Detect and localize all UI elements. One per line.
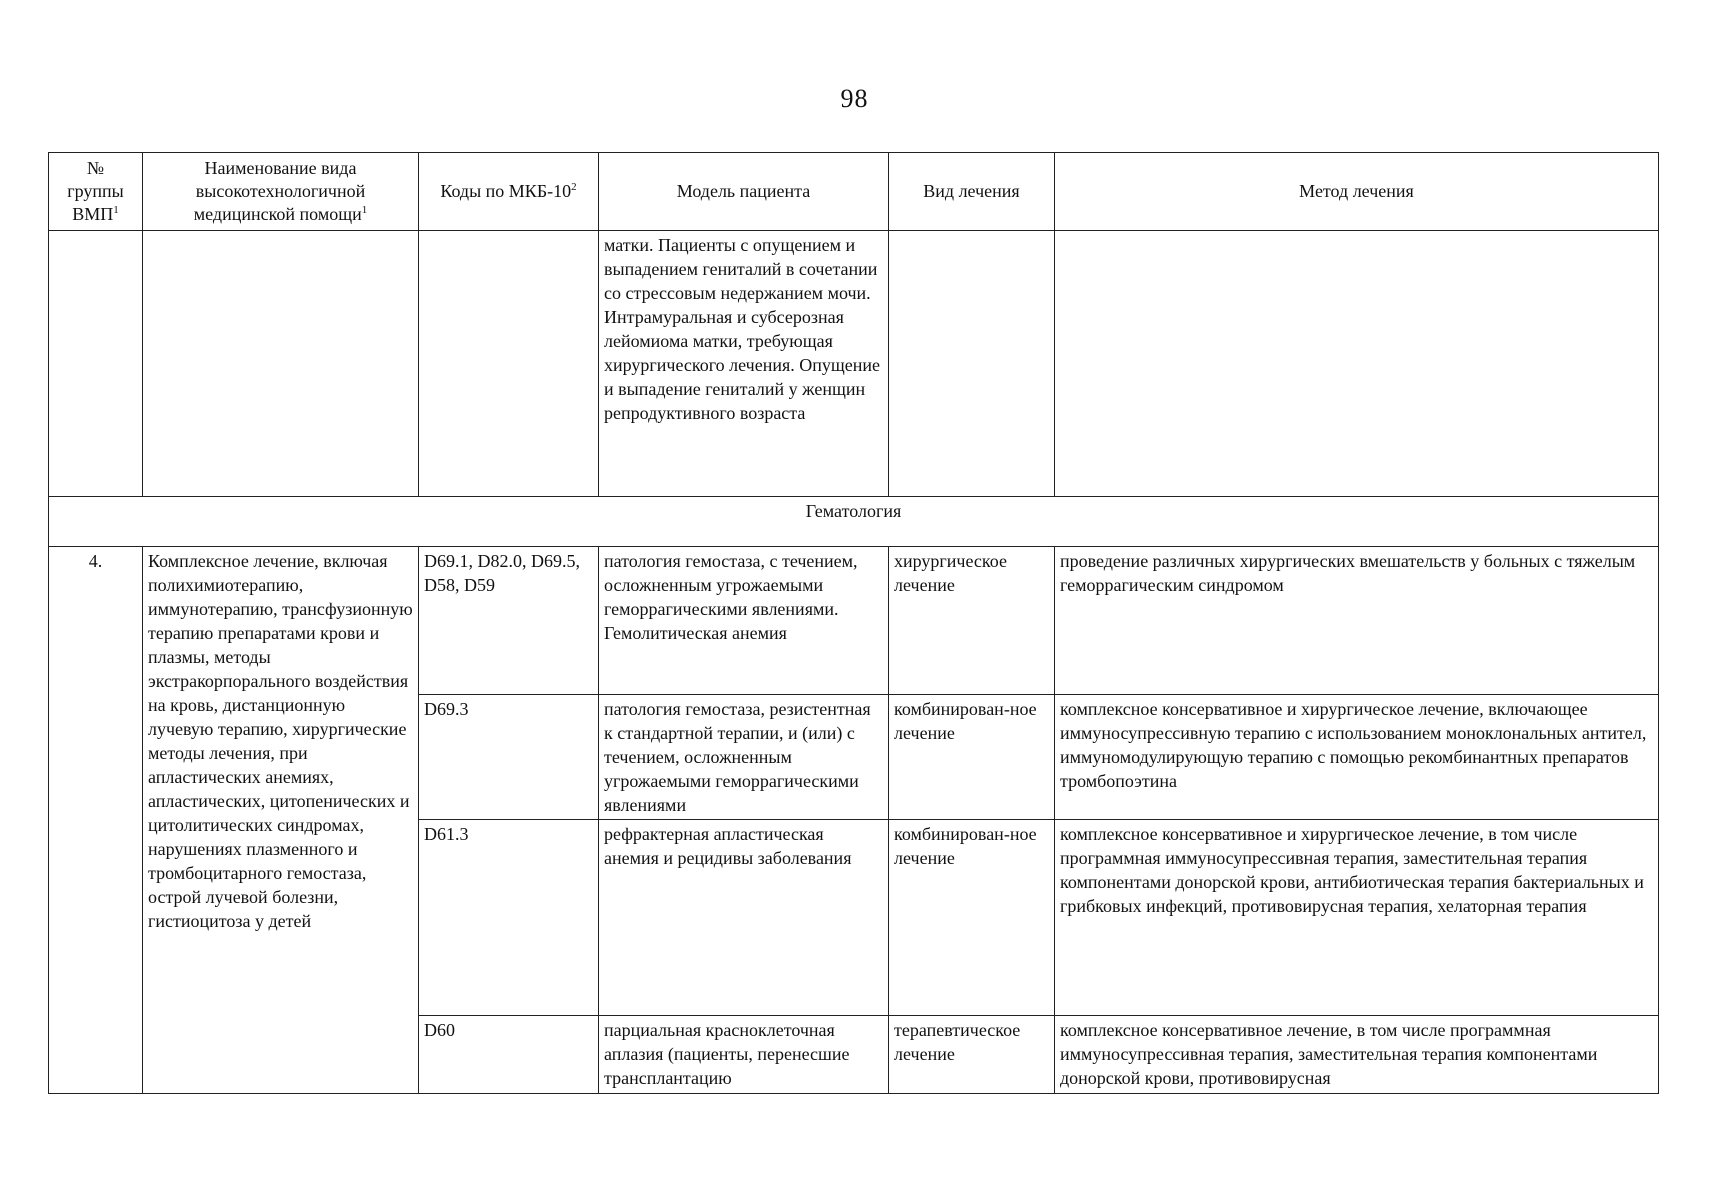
treatment-method-cell: комплексное консервативное и хирургическое лечение, включающее иммуносупрессивную терапию с использованием моноклональных антител, иммуномодулирующую терапию с помощью рекомбинантных препаратов тромбопоэтина xyxy=(1055,695,1659,820)
icd-codes-cell: D69.1, D82.0, D69.5, D58, D59 xyxy=(419,547,599,695)
header-icd-codes: Коды по МКБ-$10^2$ xyxy=(419,153,599,231)
care-name-cell: Комплексное лечение, включая полихимиотерапию, иммунотерапию, трансфузионную терапию препаратами крови и плазмы, методы экстракорпорального воздействия на кровь, дистанционную лучевую терапию, хирургические методы лечения, при апластических анемиях, апластических, цитопенических и цитолитических синдромах, нарушениях плазменного и тромбоцитарного гемостаза, острой лучевой болезни, гистиоцитоза у детей xyxy=(143,547,419,1094)
header-patient-model: Модель пациента xyxy=(599,153,889,231)
cell-empty xyxy=(49,231,143,497)
patient-model-cell: рефрактерная апластическая анемия и рецидивы заболевания xyxy=(599,820,889,1016)
table-header-row xyxy=(49,153,1659,231)
treatment-type-cell: хирургическое лечение xyxy=(889,547,1055,695)
treatment-type-cell: комбинирован-ное лечение xyxy=(889,820,1055,1016)
page-number: 98 xyxy=(840,84,869,113)
patient-model-cell: патология гемостаза, с течением, осложненным угрожаемыми геморрагическими явлениями. Гемолитическая анемия xyxy=(599,547,889,695)
cell-empty xyxy=(1055,231,1659,497)
treatment-type-cell: комбинирован-ное лечение xyxy=(889,695,1055,820)
cell-empty xyxy=(419,231,599,497)
patient-model-cell: патология гемостаза, резистентная к стандартной терапии, и (или) с течением, осложненным угрожаемыми геморрагическими явлениями xyxy=(599,695,889,820)
header-treatment-method: Метод лечения xyxy=(1055,153,1659,231)
section-row xyxy=(49,497,1659,547)
section-title: Гематология xyxy=(49,497,1659,547)
vmp-table xyxy=(48,152,1659,1094)
treatment-method-cell: комплексное консервативное и хирургическое лечение, в том числе программная иммуносупрессивная терапия, заместительная терапия компонентами донорской крови, антибиотическая терапия бактериальных и грибковых инфекций, противовирусная терапия, хелаторная терапия xyxy=(1055,820,1659,1016)
treatment-method-cell: проведение различных хирургических вмешательств у больных с тяжелым геморрагическим синдромом xyxy=(1055,547,1659,695)
table-row xyxy=(49,547,1659,695)
treatment-method-cell: комплексное консервативное лечение, в том числе программная иммуносупрессивная терапия, заместительная терапия компонентами донорской крови, противовирусная xyxy=(1055,1016,1659,1094)
icd-codes-cell: D69.3 xyxy=(419,695,599,820)
cell-empty xyxy=(889,231,1055,497)
continuation-row xyxy=(49,231,1659,497)
icd-codes-cell: D60 xyxy=(419,1016,599,1094)
cell-empty xyxy=(143,231,419,497)
treatment-type-cell: терапевтическое лечение xyxy=(889,1016,1055,1094)
icd-codes-cell: D61.3 xyxy=(419,820,599,1016)
header-treatment-type: Вид лечения xyxy=(889,153,1055,231)
group-number-cell: 4. xyxy=(49,547,143,1094)
patient-model-cell: матки. Пациенты с опущением и выпадением гениталий в сочетании со стрессовым недержанием мочи. Интрамуральная и субсерозная лейомиома матки, требующая хирургического лечения. Опущение и выпадение гениталий у женщин репродуктивного возраста xyxy=(599,231,889,497)
patient-model-cell: парциальная красноклеточная аплазия (пациенты, перенесшие трансплантацию xyxy=(599,1016,889,1094)
header-care-name: Наименование вида высокотехнологичной медицинской помощи$^1$ xyxy=(143,153,419,231)
header-group-number: № группы ВМП$^1$ xyxy=(49,153,143,231)
